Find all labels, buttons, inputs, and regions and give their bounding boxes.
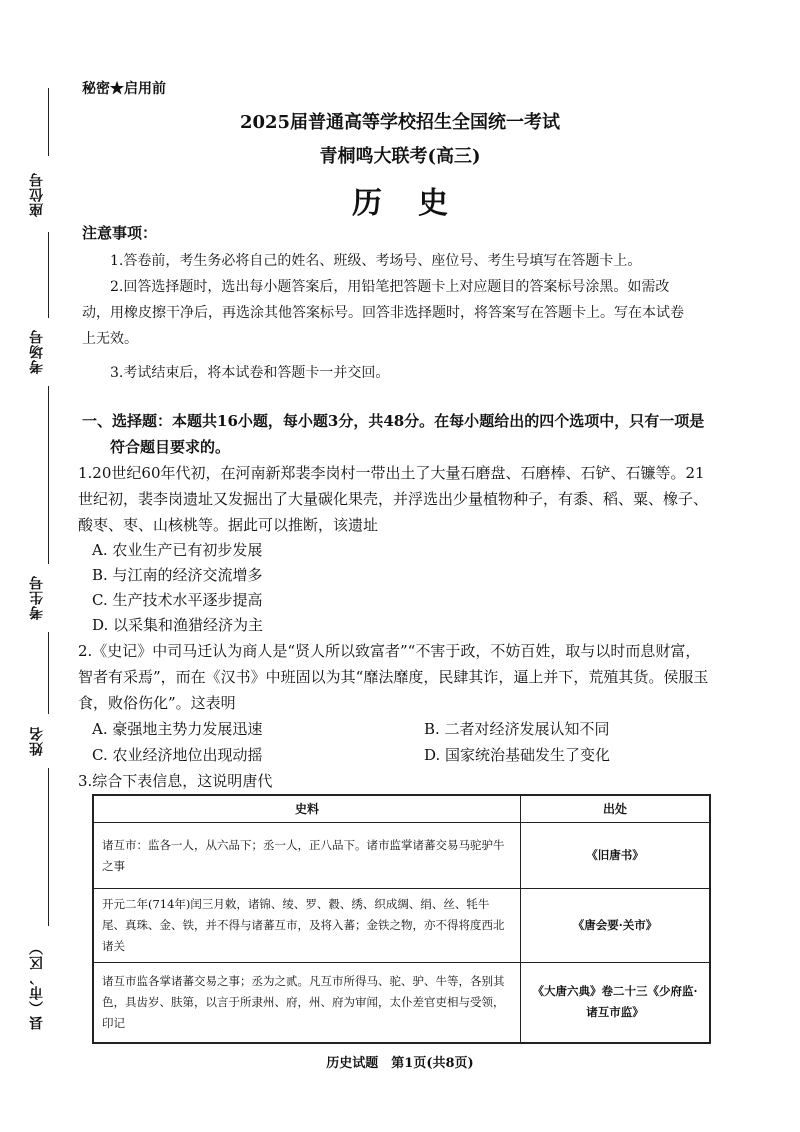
table-header-source-text: 史料 <box>93 795 521 823</box>
question-1-stem: 1.20世纪60年代初，在河南新郑裴李岗村一带出土了大量石磨盘、石磨棒、石铲、石镰等。21世纪初，裴李岗遗址又发掘出了大量碳化果壳，并浮选出少量植物种子，有黍、稻、粟、橡子、酸枣、枣、山核桃等。据此可以推断，该遗址 <box>78 464 709 534</box>
section-heading-line1: 一、选择题：本题共16小题，每小题3分，共48分。在每小题给出的四个选项中，只有一项是 <box>82 412 705 430</box>
margin-line-4 <box>48 632 49 714</box>
q2-option-a: A. 豪强地主势力发展迅速 <box>92 720 263 738</box>
county-label: 县（市、区） <box>29 940 45 1030</box>
table-cell-source: 《唐会要·关市》 <box>521 889 711 963</box>
table-row <box>93 963 710 1043</box>
table-cell-text: 诸互市监各掌诸蕃交易之事；丞为之贰。凡互市所得马、驼、驴、牛等，各别其色，具齿岁、肤第，以言于所隶州、府，州、府为审闻，太仆差官吏相与受领，印记 <box>93 963 521 1043</box>
seat-label: 座位号 <box>29 172 45 218</box>
notice-item-1: 1.答卷前，考生务必将自己的姓名、班级、考场号、座位号、考生号填写在答题卡上。 <box>110 253 642 269</box>
q2-option-d: D. 国家统治基础发生了变化 <box>424 746 611 764</box>
table-cell-source: 《旧唐书》 <box>521 823 711 889</box>
table-cell-text: 开元二年(714年)闰三月敕，诸锦、绫、罗、縠、绣、织成绸、绢、丝、牦牛尾、真珠、金、铁，并不得与诸蕃互市，及将入蕃；金铁之物，亦不得将度西北诸关 <box>93 889 521 963</box>
q1-option-a: A. 农业生产已有初步发展 <box>92 541 263 559</box>
question-2-stem: 2.《史记》中司马迁认为商人是“贤人所以致富者”“不害于政，不妨百姓，取与以时而息财富，智者有采焉”，而在《汉书》中班固以为其“靡法靡度，民肆其诈，逼上并下，荒殖其货。侯服玉食，败俗伤化”。这表明 <box>78 642 709 712</box>
question-3-stem: 3.综合下表信息，这说明唐代 <box>78 772 273 790</box>
q1-option-d: D. 以采集和渔猎经济为主 <box>92 616 264 634</box>
notice-heading: 注意事项： <box>82 224 158 242</box>
notice-item-3: 3.考试结束后，将本试卷和答题卡一并交回。 <box>110 365 390 381</box>
table-row <box>93 889 710 963</box>
name-label: 姓名 <box>29 726 45 756</box>
margin-line-5 <box>48 768 49 926</box>
secret-label: 秘密★启用前 <box>82 81 166 97</box>
table-header-origin: 出处 <box>521 795 711 823</box>
section-heading-line2: 符合题目要求的。 <box>110 438 231 456</box>
exam-title: 2025届普通高等学校招生全国统一考试 <box>239 112 561 133</box>
exam-subtitle: 青桐鸣大联考(高三) <box>319 146 481 167</box>
q2-option-b: B. 二者对经济发展认知不同 <box>424 720 610 738</box>
notice-item-2: 2.回答选择题时，选出每小题答案后，用铅笔把答题卡上对应题目的答案标号涂黑。如需改动，用橡皮擦干净后，再选涂其他答案标号。回答非选择题时，将答案写在答题卡上。写在本试卷上无效。 <box>82 279 684 347</box>
subject-title: 历史 <box>352 186 484 221</box>
table-cell-text: 诸互市：监各一人，从六品下；丞一人，正八品下。诸市监掌诸蕃交易马驼驴牛之事 <box>93 823 521 889</box>
margin-line-2 <box>48 232 49 318</box>
q1-option-b: B. 与江南的经济交流增多 <box>92 566 263 584</box>
table-cell-source: 《大唐六典》卷二十三《少府监·诸互市监》 <box>521 963 711 1043</box>
page-footer: 历史试题 第1页(共8页) <box>326 1056 474 1071</box>
table-header-row <box>93 795 710 823</box>
section-heading <box>82 408 712 460</box>
exam-no-label: 考生号 <box>29 575 45 621</box>
table-row <box>93 823 710 889</box>
margin-line-3 <box>48 386 49 564</box>
source-table <box>92 794 711 1044</box>
q1-option-c: C. 生产技术水平逐步提高 <box>92 591 263 609</box>
exam-room-label: 考场号 <box>29 329 45 375</box>
q2-option-c: C. 农业经济地位出现动摇 <box>92 746 263 764</box>
